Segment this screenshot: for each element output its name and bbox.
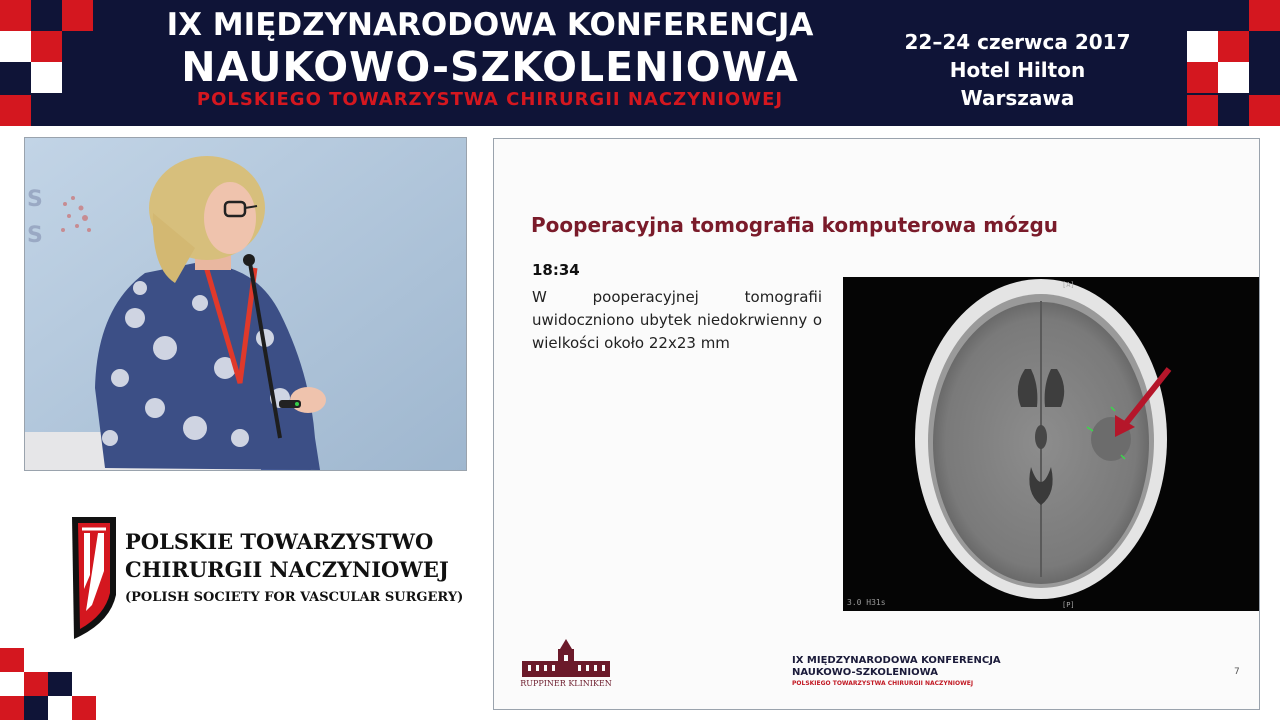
- hospital-logo-text: RUPPINER KLINIKEN: [520, 679, 612, 688]
- society-logo: [70, 515, 464, 645]
- speaker-video-image: [25, 138, 466, 470]
- slide-footer-line3: POLSKIEGO TOWARZYSTWA CHIRURGII NACZYNIOWEJ: [792, 680, 974, 687]
- banner-title: [100, 6, 880, 110]
- banner-title-line2: NAUKOWO-SZKOLENIOWA: [181, 43, 799, 91]
- event-info: [880, 28, 1155, 112]
- slide-body-text: W pooperacyjnej tomografii uwidoczniono ubytek niedokrwienny o wielkości około 22x23 mm: [532, 288, 822, 352]
- slide-footer-line1: IX MIĘDZYNARODOWA KONFERENCJA: [792, 655, 1001, 666]
- svg-text:S: S: [27, 223, 43, 248]
- event-city: Warszawa: [960, 86, 1075, 110]
- slide-time: 18:34: [532, 261, 580, 279]
- slide-title: Pooperacyjna tomografia komputerowa mózgu: [531, 213, 1059, 237]
- slide-page-number: 7: [1234, 667, 1240, 677]
- event-venue: Hotel Hilton: [949, 58, 1086, 82]
- building-icon: [518, 639, 614, 679]
- svg-text:S: S: [27, 187, 43, 212]
- banner-title-line3: POLSKIEGO TOWARZYSTWA CHIRURGII NACZYNIOWEJ: [196, 89, 784, 110]
- svg-text:[P]: [P]: [1062, 601, 1075, 609]
- society-name-line2: CHIRURGII NACZYNIOWEJ: [125, 557, 449, 582]
- society-name-english: (POLISH SOCIETY FOR VASCULAR SURGERY): [125, 590, 464, 605]
- slide-footer: [792, 655, 1001, 689]
- event-date: 22–24 czerwca 2017: [904, 30, 1131, 54]
- society-emblem-icon: [70, 515, 118, 641]
- ct-scan-label: 3.0 H31s: [847, 598, 886, 607]
- banner-title-line1: IX MIĘDZYNARODOWA KONFERENCJA: [166, 7, 814, 43]
- slide-footer-line2: NAUKOWO-SZKOLENIOWA: [792, 667, 938, 678]
- corner-checker-pattern: [0, 648, 96, 720]
- conference-banner: [0, 0, 1280, 126]
- society-name-line1: POLSKIE TOWARZYSTWO: [125, 529, 434, 554]
- brain-ct-icon: [843, 277, 1259, 611]
- presentation-slide: [493, 138, 1260, 710]
- ct-scan-image: [843, 277, 1259, 611]
- speaker-video: [24, 137, 467, 471]
- hospital-logo: [518, 639, 614, 695]
- svg-text:[A]: [A]: [1062, 281, 1075, 289]
